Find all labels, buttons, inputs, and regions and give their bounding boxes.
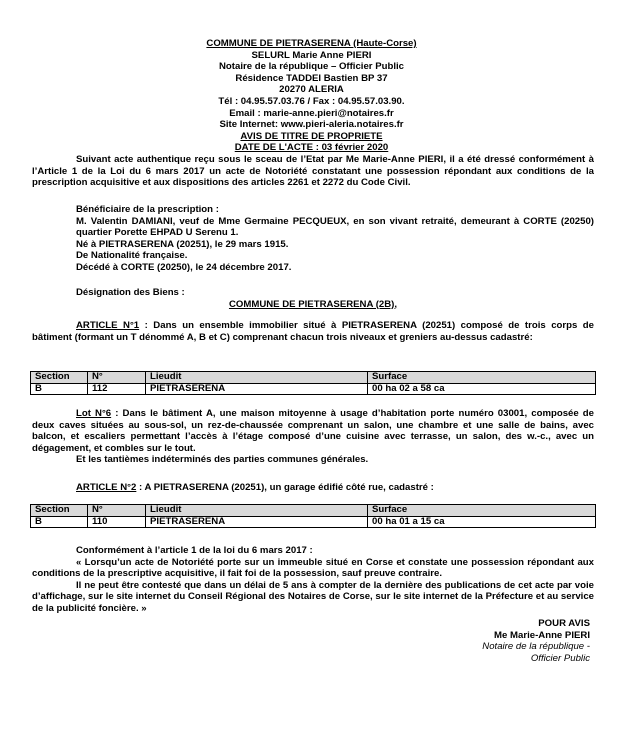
col-number: N° [88,372,146,384]
article-2 [32,482,594,494]
signature-name: Me Marie-Anne PIERI [494,629,590,641]
beneficiary-description: M. Valentin DAMIANI, veuf de Mme Germaine PECQUEUX, en son vivant retraité, demeurant à CORTE (20250) quartier Porette EHPAD U Serenu 1. [76,215,594,239]
lot-6-label: Lot N°6 [76,408,112,419]
conclusion-quote: « Lorsqu’un acte de Notoriété porte sur un immeuble situé en Corse et constate une possession répondant aux conditions de la prescriptive acquisitive, il fait foi de la possession, sauf preuve contraire. [32,556,594,580]
signature-title-1: Notaire de la république - [482,641,590,653]
header-avis-title: AVIS DE TITRE DE PROPRIETE [240,130,383,142]
header-notaire: Notaire de la république – Officier Public [219,61,404,73]
cell-surface: 00 ha 02 a 58 ca [368,383,596,395]
conclusion-conteste: Il ne peut être contesté que dans un délai de 5 ans à compter de la dernière des publications de cet acte par voie d’affichage, sur le site internet du Conseil Régional des Notaires de Corse, sur le site internet de la Préfecture et au service de la publicité foncière. » [32,579,594,614]
cell-lieudit: PIETRASERENA [146,383,368,395]
col-surface: Surface [368,372,596,384]
signature-block [482,618,590,664]
cadastre-table-2 [30,504,596,528]
header-selurl: SELURL Marie Anne PIERI [251,49,372,61]
lot-6-tantiemes: Et les tantièmes indéterminés des parties communes générales. [76,454,369,466]
cell-surface: 00 ha 01 a 15 ca [368,516,596,528]
table-header-row [31,505,596,517]
beneficiary-death: Décédé à CORTE (20250), le 24 décembre 2017. [76,261,292,273]
col-number: N° [88,505,146,517]
header-residence: Résidence TADDEI Bastien BP 37 [235,72,388,84]
article-1-text: : Dans un ensemble immobilier situé à PIETRASERENA (20251) composé de trois corps de bâtiment (formant un T dénommé A, B et C) comprenant chacun trois niveaux et greniers au-dessus cadastré: [32,320,594,343]
header-website: Site Internet: www.pieri-aleria.notaires.fr [219,119,404,131]
article-1-label: ARTICLE N°1 [76,320,140,331]
signature-pour-avis: POUR AVIS [538,618,590,629]
cadastre-table-1 [30,371,596,395]
col-section: Section [31,505,88,517]
table-row [31,383,596,395]
header-phone: Tél : 04.95.57.03.76 / Fax : 04.95.57.03.90. [218,95,405,107]
conclusion-conforme: Conformément à l’article 1 de la loi du 6 mars 2017 : [76,545,313,556]
lot-6-text: : Dans le bâtiment A, une maison mitoyenne à usage d’habitation porte numéro 03001, composée de deux caves situées au sous-sol, un rez-de-chaussée comprenant un salon, une chambre et une salle de bains, avec balcon, et escaliers permettant l’accès à l’étage composé d’une cuisine avec terrasse, un salon, des w.-c., avec un dégagement, et combles sur le tout. [32,408,595,454]
cell-section: B [31,383,88,395]
header-date: DATE DE L'ACTE : 03 février 2020 [234,142,389,154]
cell-number: 110 [88,516,146,528]
cell-section: B [31,516,88,528]
header-postal-code: 20270 ALERIA [279,84,344,96]
article-2-label: ARTICLE N°2 [76,482,137,493]
col-section: Section [31,372,88,384]
designation-commune: COMMUNE DE PIETRASERENA (2B), [228,298,398,310]
col-surface: Surface [368,505,596,517]
header-email: Email : marie-anne.pieri@notaires.fr [229,107,394,119]
cell-lieudit: PIETRASERENA [146,516,368,528]
beneficiary-label: Bénéficiaire de la prescription : [76,204,219,215]
intro-text: Suivant acte authentique reçu sous le sceau de l’Etat par Me Marie-Anne PIERI, il a été dressé conformément à l’Article 1 de la Loi du 6 mars 2017 un acte de Notoriété constatant une possession répondant aux conditions de la prescription acquisitive et aux dispositions des articles 2261 et 2272 du Code Civil. [32,154,594,189]
table-header-row [31,372,596,384]
beneficiary-birth: Né à PIETRASERENA (20251), le 29 mars 1915. [76,238,289,250]
table-row [31,516,596,528]
article-2-text: : A PIETRASERENA (20251), un garage édifié côté rue, cadastré : [136,482,434,493]
lot-6 [32,408,594,466]
designation-label: Désignation des Biens : [76,287,185,298]
intro-paragraph [32,154,594,189]
signature-title-2: Officier Public [530,652,590,664]
article-1 [32,320,594,343]
col-lieudit: Lieudit [146,505,368,517]
header-block [0,38,623,154]
col-lieudit: Lieudit [146,372,368,384]
header-commune: COMMUNE DE PIETRASERENA (Haute-Corse) [206,38,417,49]
beneficiary-nationality: De Nationalité française. [76,250,188,262]
designation-block [32,287,594,310]
cell-number: 112 [88,383,146,395]
beneficiary-block [32,204,594,274]
conclusion-block [32,545,594,615]
